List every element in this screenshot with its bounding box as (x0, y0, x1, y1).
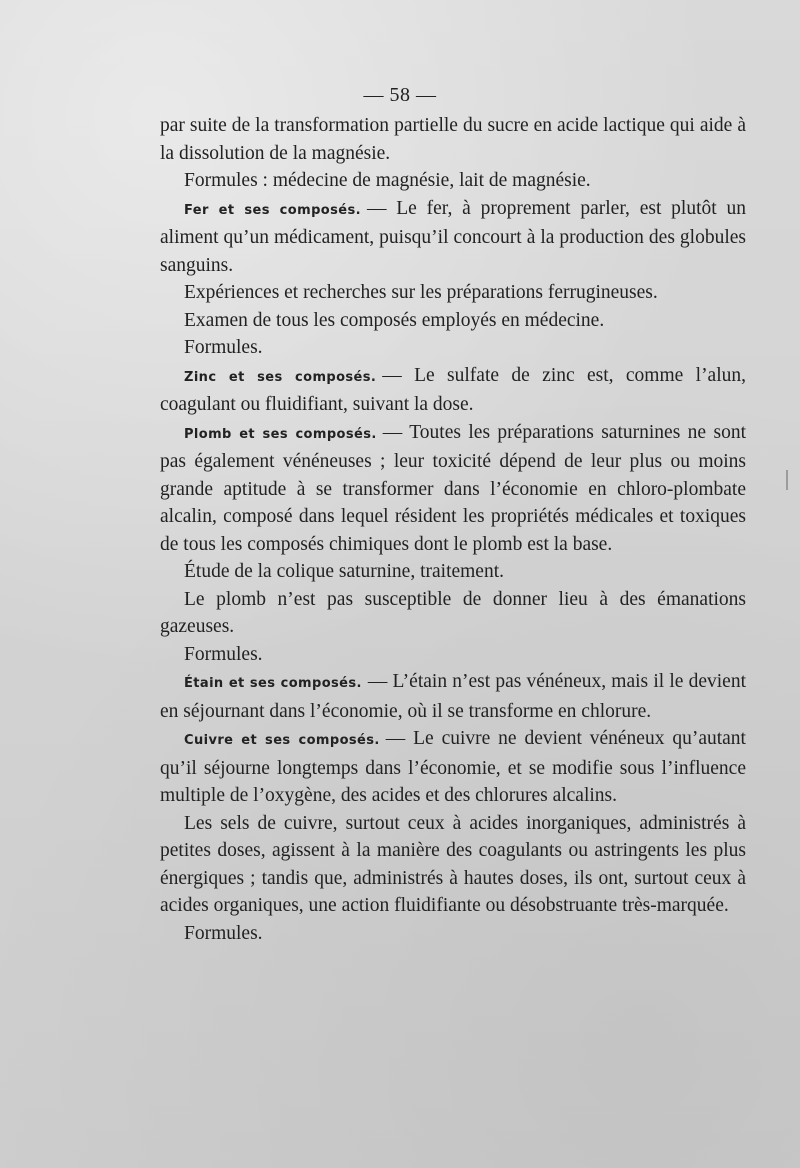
paragraph-formules-magnesie: Formules : médecine de magnésie, lait de magnésie. (184, 170, 591, 191)
section-body-cuivre: — Le cuivre ne devient vénéneux qu’autant qu’il séjourne longtemps dans l’économie, et se modifie sous l’influence multiple de l’oxygène, des acides et des chlorures alcalins. (160, 728, 746, 806)
paragraph-formules-fer: Formules. (184, 337, 263, 358)
paragraph-formules-plomb: Formules. (184, 643, 263, 665)
section-body-etain: — L’étain n’est pas vénéneux, mais il le devient en séjournant dans l’économie, où il se transforme en chlorure. (160, 671, 746, 722)
section-body-zinc: — Le sulfate de zinc est, comme l’alun, coagulant ou fluidifiant, suivant la dose. (160, 364, 747, 415)
page-body (160, 112, 746, 947)
section-zinc (160, 362, 746, 419)
paragraph-formules-cuivre: Formules. (184, 922, 263, 944)
section-body-plomb: — Toutes les préparations saturnines ne sont pas également vénéneuses ; leur toxicité dépend de leur plus ou moins grande aptitude à se transformer dans l’économie en chloro-plombate alcalin, composé dans lequel résident les propriétés médicales et toxiques de tous les composés chimiques dont le plomb est la base. (160, 421, 746, 555)
paragraph-colique: Étude de la colique saturnine, traitement. (184, 561, 505, 582)
section-heading-fer: Fer et ses composés. (184, 202, 361, 218)
section-heading-cuivre: Cuivre et ses composés. (184, 733, 380, 748)
paragraph-sels-de-cuivre: Les sels de cuivre, surtout ceux à acides inorganiques, administrés à petites doses, agissent à la manière des coagulants ou astringents les plus énergiques ; tandis que, administrés à hautes doses, ils ont, surtout ceux à acides organiques, une action fluidifiante ou désobstruante très-marquée. (160, 812, 746, 916)
paragraph-examen: Examen de tous les composés employés en médecine. (184, 309, 605, 331)
section-heading-zinc: Zinc et ses composés. (184, 369, 377, 385)
section-cuivre (160, 725, 746, 810)
page-number: — 58 — (363, 84, 437, 106)
section-heading-etain: Étain et ses composés. (184, 676, 362, 691)
section-body-fer: — Le fer, à proprement parler, est plutôt un aliment qu’un médicament, puisqu’il concourt à la production des globules sanguins. (160, 197, 746, 276)
section-plomb (160, 419, 746, 559)
paragraph-continuation: par suite de la transformation partielle du sucre en acide lactique qui aide à la dissolution de la magnésie. (160, 115, 746, 164)
paragraph-experiences: Expériences et recherches sur les préparations ferrugineuses. (184, 282, 658, 303)
section-etain (160, 668, 746, 725)
section-fer (160, 195, 746, 280)
paragraph-emanations: Le plomb n’est pas susceptible de donner lieu à des émanations gazeuses. (160, 588, 746, 637)
margin-mark (786, 470, 788, 490)
section-heading-plomb: Plomb et ses composés. (184, 426, 377, 442)
